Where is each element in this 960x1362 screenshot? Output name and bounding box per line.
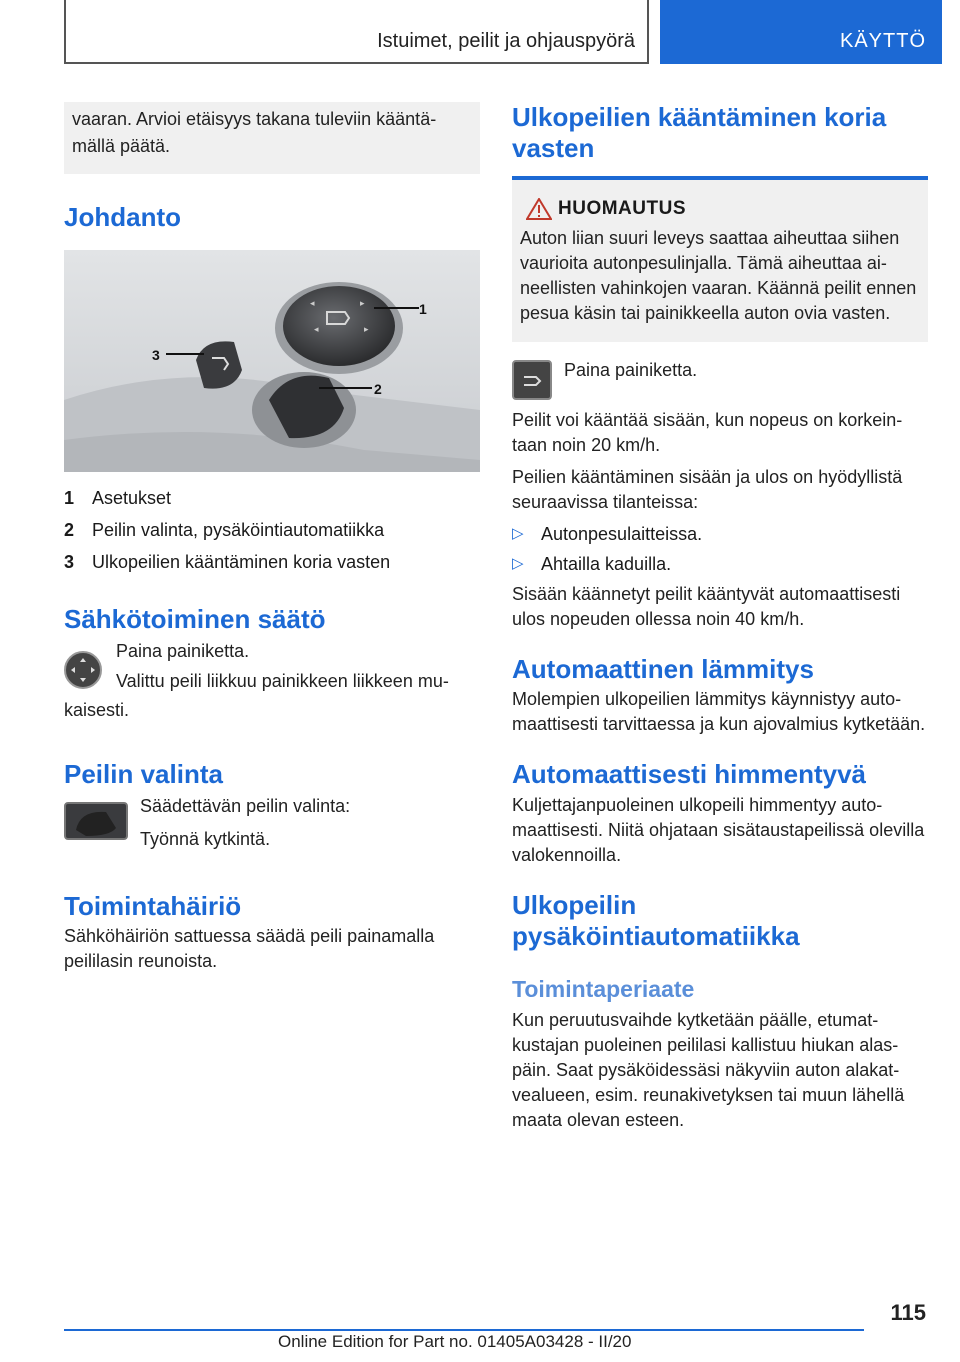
legend-number: 3	[64, 552, 75, 572]
hairio-text: Sähköhäiriön sattuessa säädä peili painamalla peililasin reunoista.	[64, 926, 435, 971]
periaate-heading: Toimintaperiaate	[512, 976, 695, 1002]
warning-label: HUOMAUTUS	[558, 198, 686, 219]
svg-text:▸: ▸	[364, 325, 369, 335]
header-chapter-tab	[660, 0, 942, 64]
header-section-tab	[64, 0, 649, 64]
footer-edition: Online Edition for Part no. 01405A03428 - II/20	[278, 1332, 632, 1351]
warning-triangle-icon	[526, 198, 552, 220]
lammitys-text: Molempien ulkopeilien lämmitys käynnistyy automaattisesti tarvittaessa ja kun ajovalmius kytketään.	[512, 689, 926, 734]
legend-text: Ulkopeilien kääntäminen koria vasten	[92, 552, 391, 572]
kaanto-text-3: Peilien kääntäminen sisään ja ulos on hyödyllistä seuraavissa tilanteissa:	[512, 467, 903, 512]
mirror-select-switch-icon	[64, 802, 128, 840]
header-section-title: Istuimet, peilit ja ohjauspyörä	[377, 30, 635, 52]
bullet-text: Autonpesulaitteissa.	[541, 524, 703, 544]
sahko-heading: Sähkötoiminen säätö	[64, 604, 326, 634]
legend-number: 1	[64, 488, 75, 508]
callout-1: 1	[419, 301, 427, 317]
kaanto-heading: Ulkopeilien kääntäminen koria vasten	[512, 102, 887, 163]
mirror-fold-button-icon	[512, 360, 552, 400]
legend-item	[64, 482, 480, 514]
legend-item	[64, 546, 480, 578]
page-number: 115	[890, 1300, 926, 1325]
valinta-text-1: Säädettävän peilin valinta:	[140, 796, 351, 816]
legend-list	[64, 482, 480, 578]
mirror-adjust-button-icon	[64, 651, 102, 689]
kaanto-text-1: Paina painiketta.	[564, 360, 698, 380]
legend-number: 2	[64, 520, 75, 540]
sahko-text-2: Valittu peili liikkuu painikkeen liikkeen mukaisesti.	[64, 671, 449, 720]
bullet-list	[512, 519, 928, 579]
svg-text:▸: ▸	[360, 299, 365, 309]
header-chapter-title: KÄYTTÖ	[839, 30, 926, 52]
callout-3: 3	[152, 347, 160, 363]
callout-2: 2	[374, 381, 382, 397]
kaanto-text-4: Sisään käännetyt peilit kääntyvät automaattisesti ulos nopeuden ollessa noin 40 km/h.	[512, 584, 901, 629]
left-column	[64, 102, 480, 974]
svg-text:◂: ◂	[310, 299, 315, 309]
mirror-controls-figure	[64, 250, 480, 472]
bullet-triangle-icon: ▷	[512, 525, 524, 542]
himm-heading: Automaattisesti himmentyvä	[512, 759, 866, 789]
legend-item	[64, 514, 480, 546]
hairio-heading: Toimintahäiriö	[64, 891, 242, 921]
bullet-text: Ahtailla kaduilla.	[541, 554, 672, 574]
valinta-text-2: Työnnä kytkintä.	[140, 829, 271, 849]
johdanto-heading: Johdanto	[64, 202, 181, 232]
footer-rule	[64, 1329, 864, 1331]
legend-text: Asetukset	[92, 488, 172, 508]
bullet-item	[512, 549, 928, 579]
bullet-item	[512, 519, 928, 549]
periaate-text: Kun peruutusvaihde kytketään päälle, etumatkustajan puoleinen peililasi kallistuu hiukan alaspäin. Saat pysäköidessäsi näkyviin auton alakatvealueen, esim. reunakivetyksen tai muun lähellä maata olevan esteen.	[512, 1010, 905, 1130]
valinta-heading: Peilin valinta	[64, 759, 223, 789]
svg-text:◂: ◂	[314, 325, 319, 335]
warning-box	[512, 176, 928, 342]
legend-text: Peilin valinta, pysäköintiautomatiikka	[92, 520, 385, 540]
bullet-triangle-icon: ▷	[512, 555, 524, 572]
mirror-controls-illustration	[64, 250, 480, 472]
himm-text: Kuljettajanpuoleinen ulkopeili himmentyy automaattisesti. Niitä ohjataan sisätaustapeilissä olevilla valokennoilla.	[512, 795, 925, 865]
pys-heading: Ulkopeilin pysäköintiautomatiikka	[512, 890, 800, 951]
intro-text: vaaran. Arvioi etäisyys takana tuleviin kääntämällä päätä.	[72, 109, 437, 156]
kaanto-text-2: Peilit voi kääntää sisään, kun nopeus on korkeintaan noin 20 km/h.	[512, 410, 903, 455]
warning-text: Auton liian suuri leveys saattaa aiheuttaa siihen vaurioita autonpesulinjalla. Tämä aiheuttaa aineellisten vahinkojen vaaran. Käännä peilit ennen pesua käsin tai painikkeella auton ovia vasten.	[520, 228, 917, 323]
sahko-text-1: Paina painiketta.	[116, 641, 250, 661]
lammitys-heading: Automaattinen lämmitys	[512, 654, 814, 684]
right-column	[512, 102, 928, 1133]
intro-box	[64, 102, 480, 174]
